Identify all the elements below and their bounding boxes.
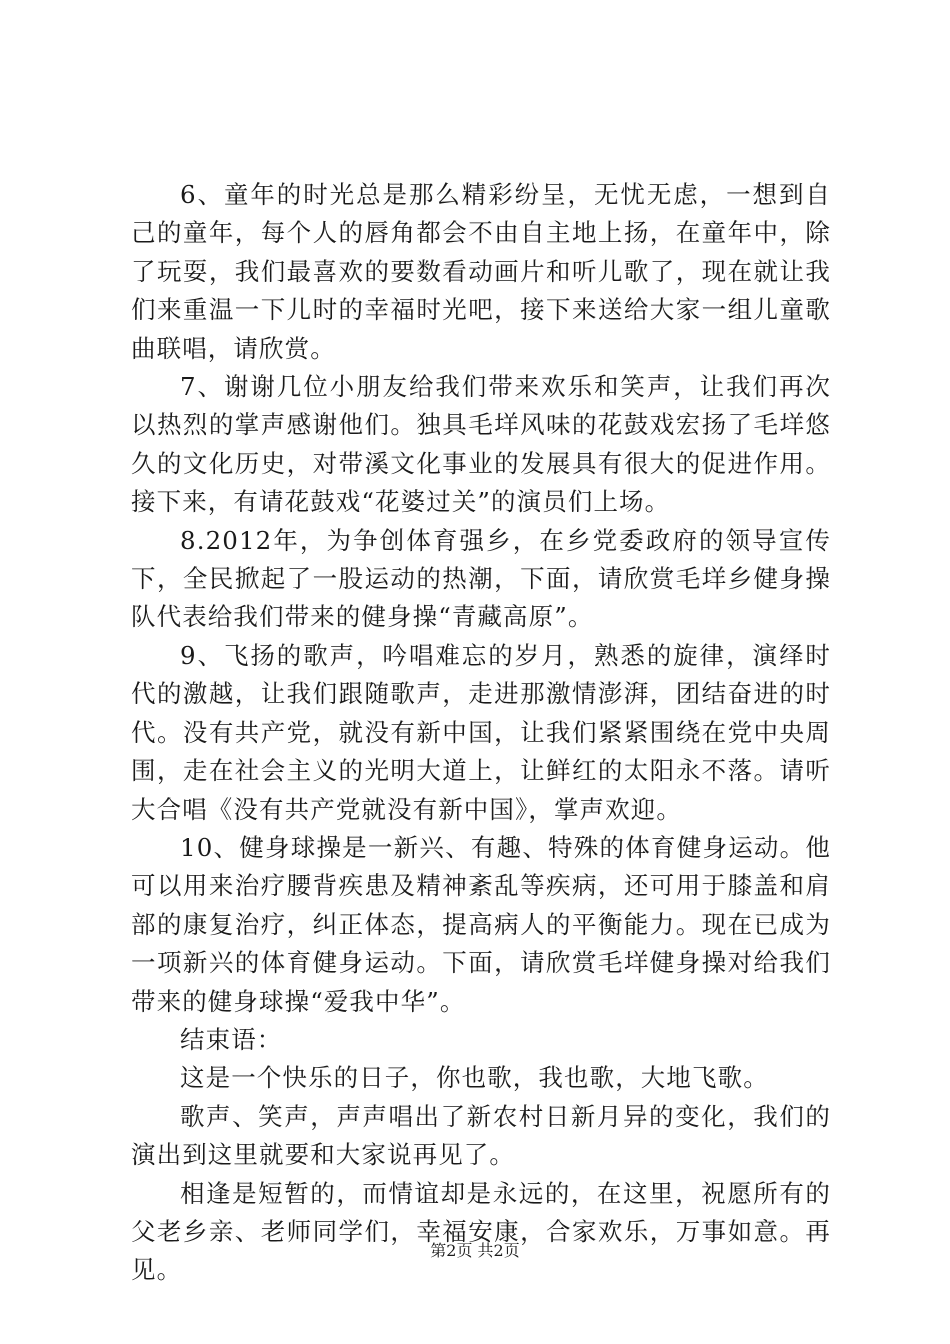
closing-heading: 结束语： <box>180 1024 283 1054</box>
paragraph-8: 8.2012年，为争创体育强乡，在乡党委政府的领导宣传下，全民掀起了一股运动的热潮，下面，请欣赏毛垟乡健身操队代表给我们带来的健身操“青藏高原”。 <box>131 525 831 632</box>
paragraph-6: 6、童年的时光总是那么精彩纷呈，无忧无虑，一想到自己的童年，每个人的唇角都会不由自主地上扬，在童年中，除了玩耍，我们最喜欢的要数看动画片和听儿歌了，现在就让我们来重温一下儿时的幸福时光吧，接下来送给大家一组儿童歌曲联唱，请欣赏。 <box>131 180 831 363</box>
paragraph-7: 7、谢谢几位小朋友给我们带来欢乐和笑声，让我们再次以热烈的掌声感谢他们。独具毛垟风味的花鼓戏宏扬了毛垟悠久的文化历史，对带溪文化事业的发展具有很大的促进作用。接下来，有请花鼓戏“花婆过关”的演员们上场。 <box>131 372 831 517</box>
paragraph-10: 10、健身球操是一新兴、有趣、特殊的体育健身运动。他可以用来治疗腰背疾患及精神紊乱等疾病，还可用于膝盖和肩部的康复治疗，纠正体态，提高病人的平衡能力。现在已成为一项新兴的体育健身运动。下面，请欣赏毛垟健身操对给我们带来的健身球操“爱我中华”。 <box>131 832 831 1016</box>
document-body <box>131 176 831 1290</box>
closing-line-1: 这是一个快乐的日子，你也歌，我也歌，大地飞歌。 <box>180 1063 769 1093</box>
closing-line-3: 相逢是短暂的，而情谊却是永远的，在这里，祝愿所有的父老乡亲、老师同学们，幸福安康，合家欢乐，万事如意。再见。 <box>131 1178 831 1285</box>
page-number-footer: 第2页 共2页 <box>430 1241 520 1260</box>
closing-line-2: 歌声、笑声，声声唱出了新农村日新月异的变化，我们的演出到这里就要和大家说再见了。 <box>131 1101 831 1170</box>
paragraph-9: 9、飞扬的歌声，吟唱难忘的岁月，熟悉的旋律，演绎时代的激越，让我们跟随歌声，走进那激情澎湃，团结奋进的时代。没有共产党，就没有新中国，让我们紧紧围绕在党中央周围，走在社会主义的光明大道上，让鲜红的太阳永不落。请听大合唱《没有共产党就没有新中国》，掌声欢迎。 <box>131 640 831 824</box>
